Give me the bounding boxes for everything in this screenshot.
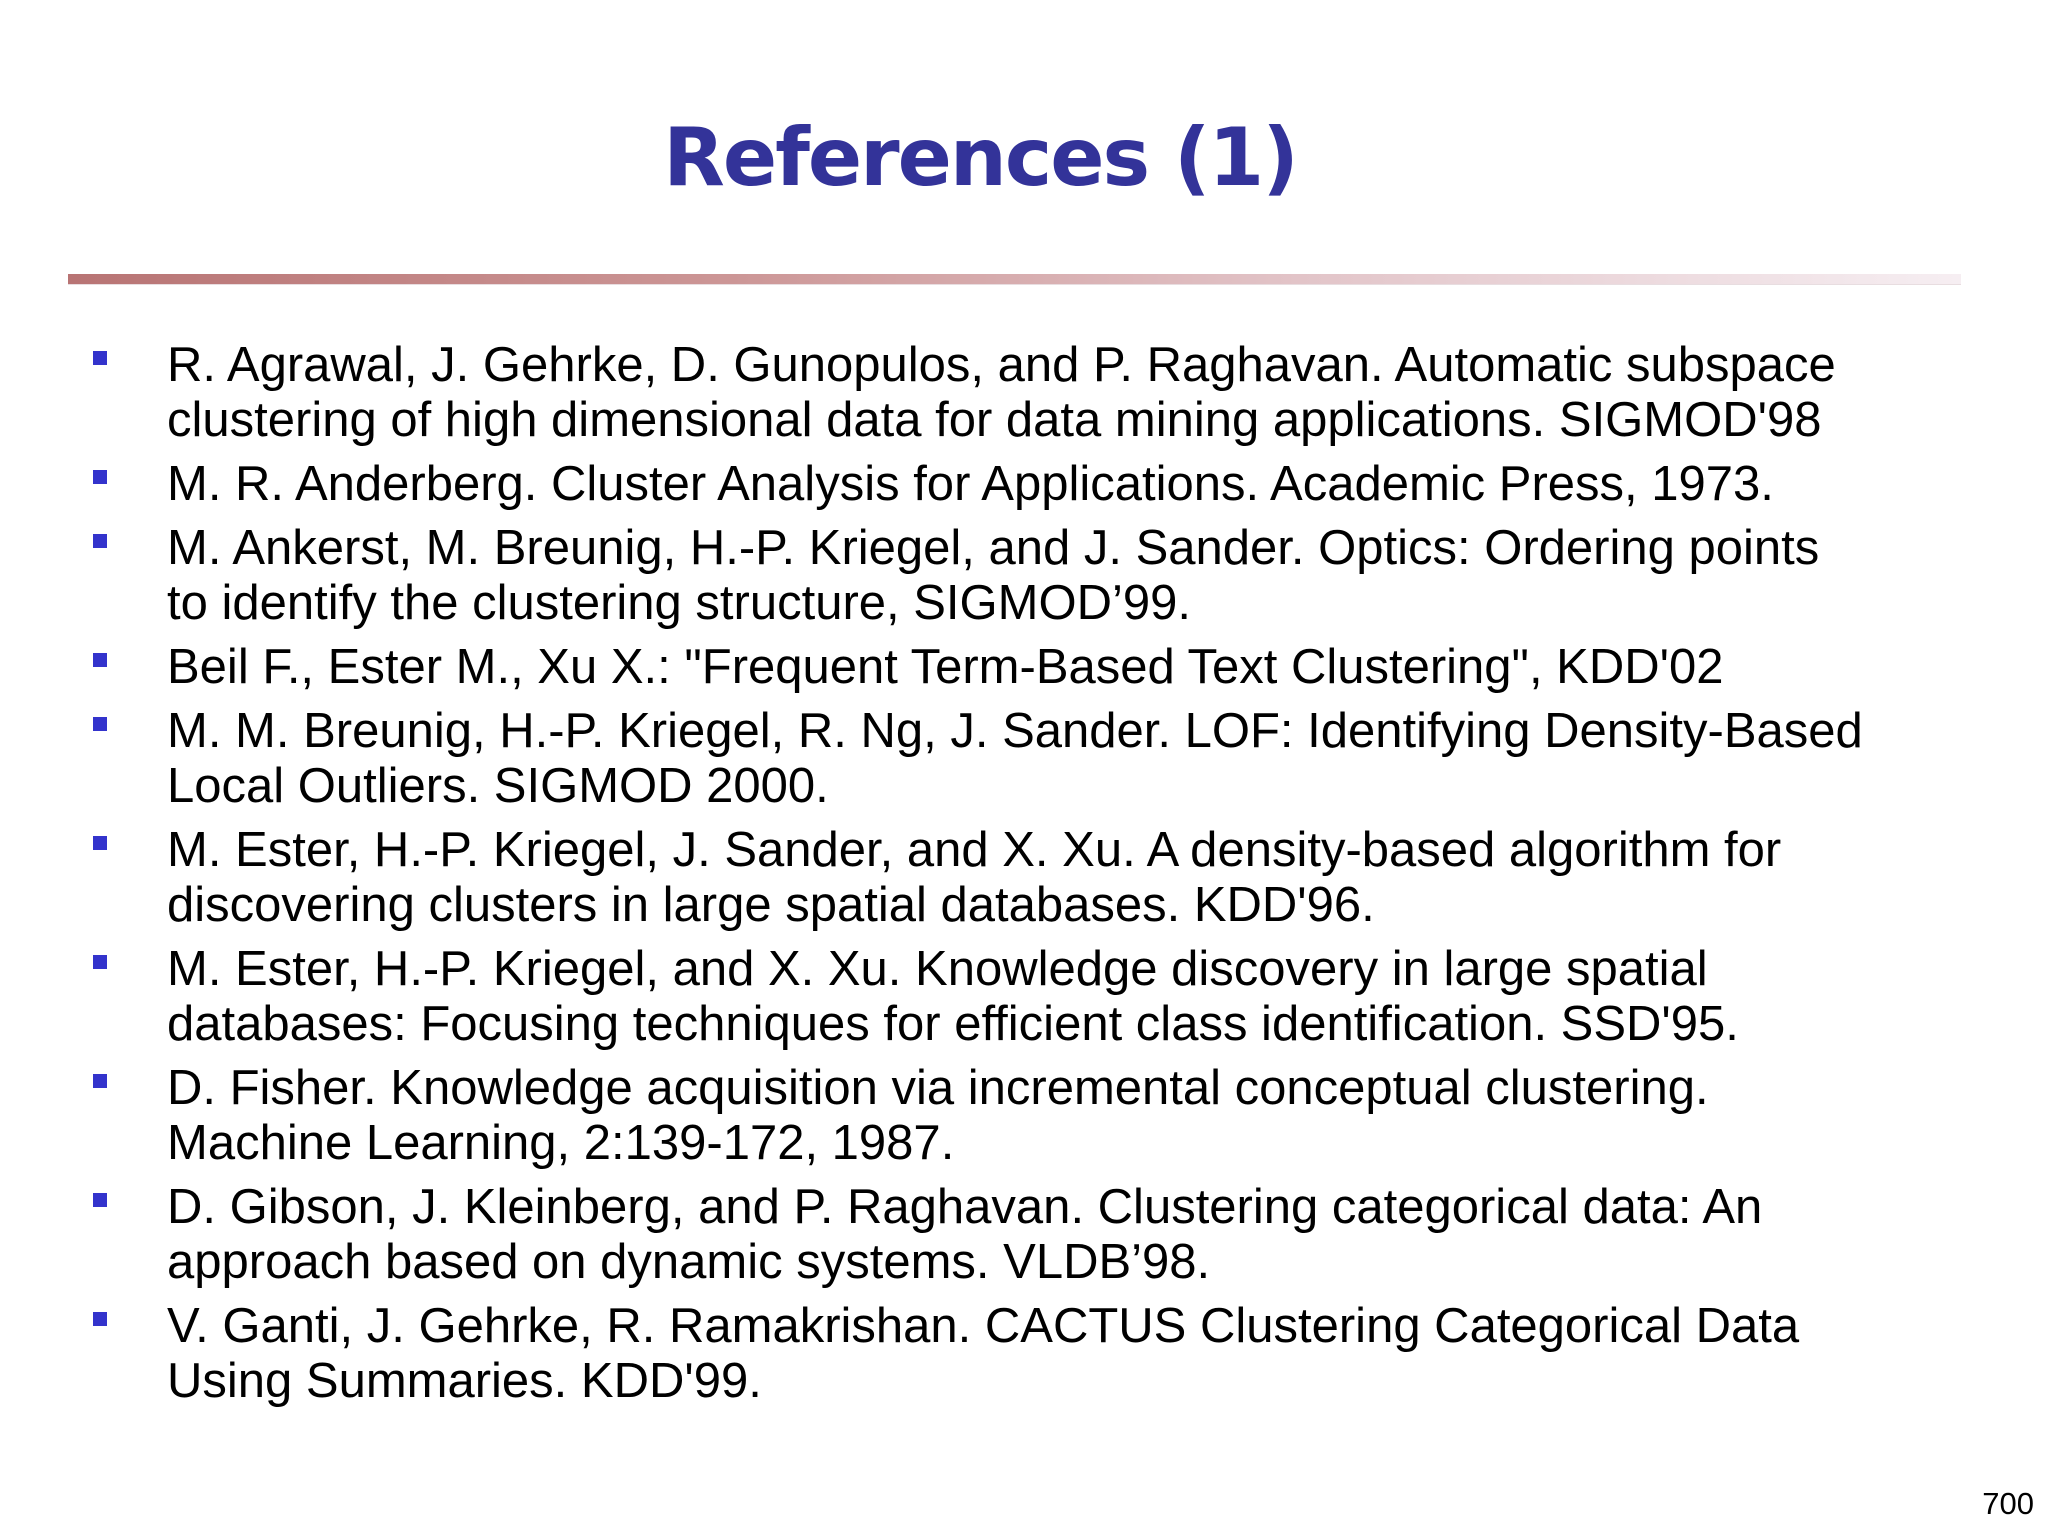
square-bullet-icon (93, 1074, 107, 1088)
slide-title: References (1) (663, 111, 1297, 204)
reference-item (0, 704, 2048, 814)
reference-text: Beil F., Ester M., Xu X.: "Frequent Term-Based Text Clustering", KDD'02 (167, 640, 1724, 694)
reference-item (0, 640, 2048, 695)
reference-text: M. Ester, H.-P. Kriegel, J. Sander, and X. Xu. A density-based algorithm for discovering clusters in large spatial databases. KDD'96. (167, 823, 1782, 932)
square-bullet-icon (93, 470, 107, 484)
reference-text: R. Agrawal, J. Gehrke, D. Gunopulos, and P. Raghavan. Automatic subspace clustering of high dimensional data for data mining applications. SIGMOD'98 (167, 338, 1836, 447)
reference-item (0, 338, 2048, 448)
page-number: 700 (1982, 1486, 2034, 1521)
square-bullet-icon (93, 836, 107, 850)
square-bullet-icon (93, 351, 107, 365)
square-bullet-icon (93, 955, 107, 969)
reference-item (0, 521, 2048, 631)
reference-item (0, 1180, 2048, 1290)
square-bullet-icon (93, 534, 107, 548)
reference-item (0, 1299, 2048, 1409)
square-bullet-icon (93, 653, 107, 667)
reference-text: M. M. Breunig, H.-P. Kriegel, R. Ng, J. Sander. LOF: Identifying Density-Based Local Outliers. SIGMOD 2000. (167, 704, 1863, 813)
reference-text: M. Ester, H.-P. Kriegel, and X. Xu. Knowledge discovery in large spatial databases: Focusing techniques for efficient class identification. SSD'95. (167, 942, 1739, 1051)
reference-item (0, 942, 2048, 1052)
reference-text: D. Fisher. Knowledge acquisition via incremental conceptual clustering. Machine Learning, 2:139-172, 1987. (167, 1061, 1709, 1170)
square-bullet-icon (93, 1193, 107, 1207)
reference-text: M. Ankerst, M. Breunig, H.-P. Kriegel, and J. Sander. Optics: Ordering points to identify the clustering structure, SIGMOD’99. (167, 521, 1820, 630)
square-bullet-icon (93, 1312, 107, 1326)
title-divider (68, 274, 1961, 285)
reference-text: M. R. Anderberg. Cluster Analysis for Applications. Academic Press, 1973. (167, 457, 1774, 511)
reference-text: D. Gibson, J. Kleinberg, and P. Raghavan. Clustering categorical data: An approach based on dynamic systems. VLDB’98. (167, 1180, 1763, 1289)
reference-item (0, 457, 2048, 512)
reference-item (0, 1061, 2048, 1171)
reference-item (0, 823, 2048, 933)
square-bullet-icon (93, 717, 107, 731)
reference-list (0, 338, 2048, 1418)
reference-text: V. Ganti, J. Gehrke, R. Ramakrishan. CACTUS Clustering Categorical Data Using Summaries. KDD'99. (167, 1299, 1800, 1408)
